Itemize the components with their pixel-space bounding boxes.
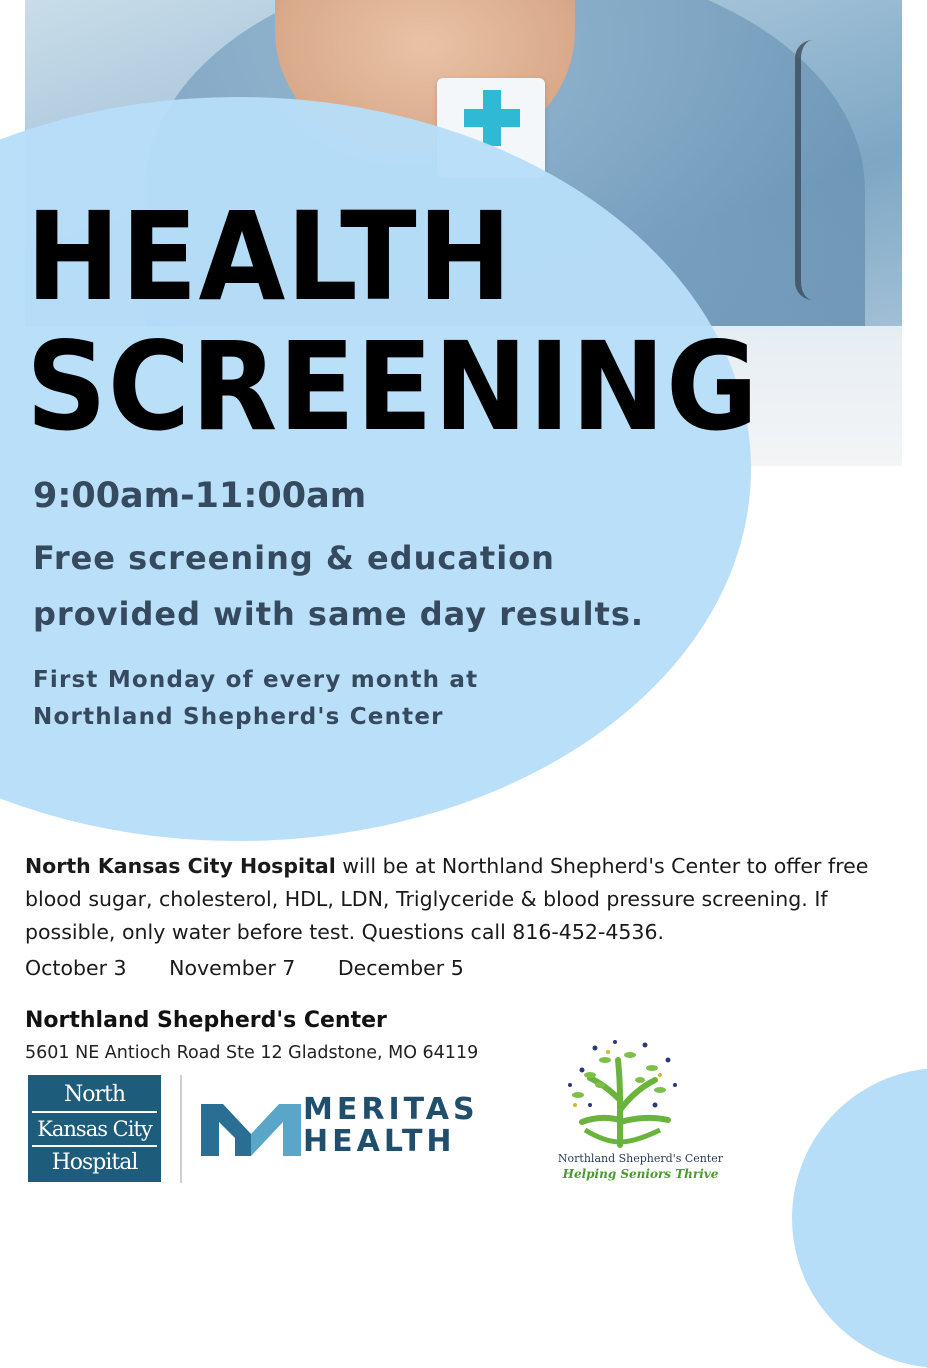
details-paragraph: [25, 850, 905, 949]
venue-name: Northland Shepherd's Center: [25, 1008, 387, 1033]
event-schedule: [33, 662, 478, 736]
meritas-logo-text: [303, 1094, 479, 1158]
nsc-logo-tagline: Helping Seniors Thrive: [562, 1167, 719, 1181]
headline: [26, 186, 760, 458]
event-schedule-line-1: First Monday of every month at: [33, 667, 479, 693]
meritas-logo-line-2: HEALTH: [303, 1124, 456, 1159]
nkch-logo-line-1: North: [63, 1082, 126, 1107]
nsc-logo-name: Northland Shepherd's Center: [557, 1152, 724, 1165]
meritas-m-icon: [201, 1098, 301, 1156]
tree-logo-icon: [560, 1030, 695, 1148]
event-description-line-1: Free screening & education: [33, 539, 555, 577]
date-item: December 5: [337, 956, 464, 980]
logo-divider: [180, 1075, 182, 1183]
hospital-name: North Kansas City Hospital: [25, 854, 336, 878]
event-time: 9:00am-11:00am: [33, 476, 367, 516]
meritas-logo-line-1: MERITAS: [303, 1092, 479, 1127]
dates-list: [25, 952, 500, 985]
date-item: November 7: [169, 956, 296, 980]
venue-address: 5601 NE Antioch Road Ste 12 Gladstone, MO 64119: [25, 1043, 479, 1063]
nkch-logo-line-2: Kansas City: [32, 1111, 157, 1147]
nkch-logo: [28, 1075, 161, 1182]
corner-circle: [792, 1068, 927, 1368]
nkch-logo-line-3: Hospital: [51, 1150, 138, 1175]
date-item: October 3: [25, 956, 127, 980]
stethoscope-icon: [795, 40, 831, 300]
event-description-line-2: provided with same day results.: [33, 595, 645, 633]
headline-line-1: HEALTH: [26, 186, 513, 328]
details-text: will be at Northland Shepherd's Center to offer free blood sugar, cholesterol, HDL, LDN, Triglyceride & blood pressure screening. If possible, only water before test. Questions call 816-452-4536.: [25, 854, 869, 944]
event-schedule-line-2: Northland Shepherd's Center: [33, 704, 444, 730]
headline-line-2: SCREENING: [26, 316, 760, 458]
event-description: [33, 530, 644, 642]
